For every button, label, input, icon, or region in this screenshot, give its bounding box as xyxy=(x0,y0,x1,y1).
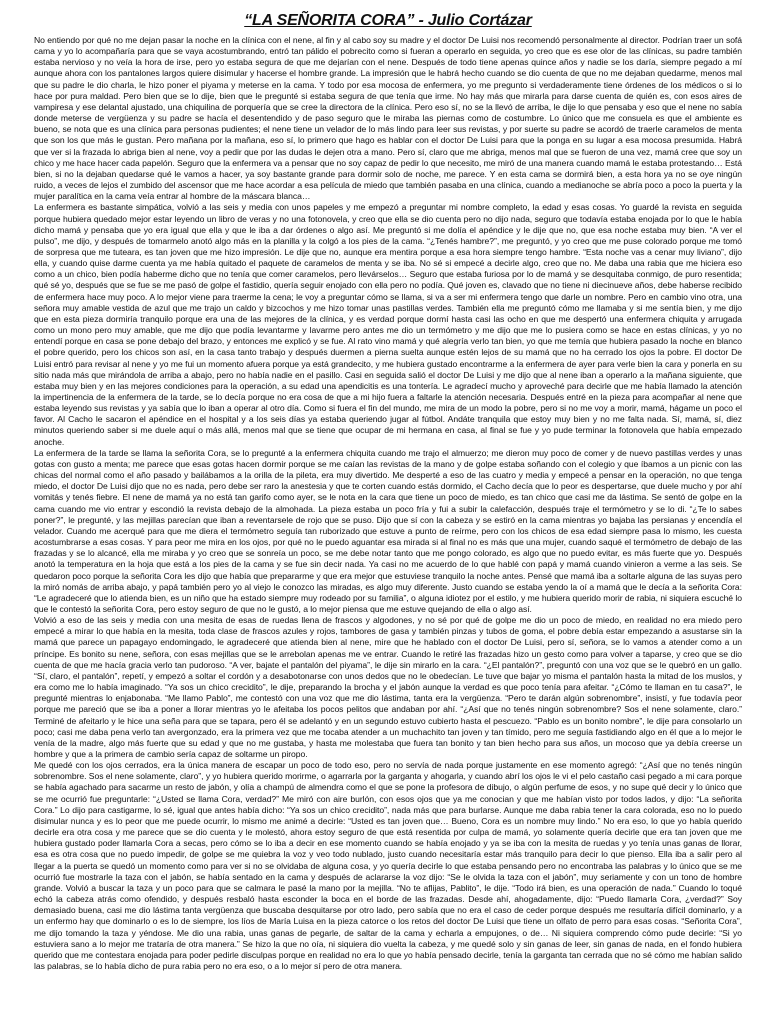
story-body xyxy=(34,35,742,972)
paragraph: La enfermera de la tarde se llama la señorita Cora, se lo pregunté a la enfermera chiquita cuando me trajo el almuerzo; me dieron muy poco de comer y de nuevo pastillas verdes y unas gotas con gusto a menta; me parece que esas gotas hacen dormir porque se me caían las revistas de la mano y de golpe estaba soñando con el colegio y que íbamos a un picnic con las chicas del normal como el año pasado y bailábamos a la orilla de la pileta, era muy divertido. Me desperté a eso de las cuatro y media y empecé a pensar en la operación, no que tenga miedo, el doctor De Luisi dijo que no es nada, pero debe ser raro la anestesia y que te corten cuando estás dormido, el Cacho decía que lo peor es despertarse, que duele mucho y por ahí vomitás y tenés fiebre. El nene de mamá ya no está tan garifo como ayer, se le nota en la cara que tiene un poco de miedo, es tan chico que casi me da lástima. Se sentó de golpe en la cama cuando me vio entrar y escondió la revista debajo de la almohada. La pieza estaba un poco fría y fui a subir la calefacción, después traje el termómetro y se lo di. “¿Te lo sabes poner?”, le pregunté, y las mejillas parecían que iban a reventarsele de rojo que se puso. Dijo que sí con la cabeza y se estiró en la cama mientras yo bajaba las persianas y encendía el velador. Cuando me acerqué para que me diera el termómetro seguía tan ruborizado que estuve a punto de reírme, pero con los chicos de esa edad siempre pasa lo mismo, les cuesta acostumbrarse a esas cosas. Y para peor me mira en los ojos, por qué no le puedo aguantar esa mirada si al final no es más que una mujer, cuando saqué el termómetro de debajo de las frazadas y se lo alcancé, ella me miraba y yo creo que se sonreía un poco, se me debe notar tanto que me pongo colorado, es algo que no puedo evitar, es más fuerte que yo. Después anotó la temperatura en la hoja que está a los pies de la cama y se fue sin decir nada. Ya casi no me acuerdo de lo que hablé con papá y mamá cuando vinieron a verme a las seis. Se quedaron poco porque la señorita Cora les dijo que había que prepararme y que era mejor que estuviese tranquilo la noche antes. Pensé que mamá iba a soltarle alguna de las suyas pero la miró nomás de arriba abajo, y papá también pero yo al viejo le conozco las miradas, es algo muy diferente. Justo cuando se estaba yendo la oí a mamá que le decía a la señorita Cora: “Le agradeceré que lo atienda bien, es un niño que ha estado siempre muy rodeado por su familia”, o alguna idiotez por el estilo, y me hubiera querido morir de rabia, ni siquiera escuché lo que le contestó la señorita Cora, pero estoy seguro de que no le gustó, a lo mejor piensa que me estuve quejando de ella o algo así. xyxy=(34,447,742,614)
document-title: “LA SEÑORITA CORA” - Julio Cortázar xyxy=(244,12,532,29)
paragraph: No entiendo por qué no me dejan pasar la noche en la clínica con el nene, al fin y al cabo soy su madre y el doctor De Luisi nos recomendó personalmente al director. Podrían traer un sofá cama y yo lo acompañaría para que se vaya acostumbrando, entró tan pálido el pobrecito como si fueran a operarlo en seguida, yo creo que es ese olor de las clínicas, su padre también estaba nervioso y no veía la hora de irse, pero yo estaba segura de que me dejarían con el nene. Después de todo tiene apenas quince años y nadie se los daría, siempre pegado a mí aunque ahora con los pantalones largos quiere disimular y hacerse el hombre grande. La impresión que le habrá hecho cuando se dio cuenta de que no me dejaban quedarme, menos mal que su padre le dio charla, le hizo poner el piyama y meterse en la cama. Y todo por esa mocosa de enfermera, yo me pregunto si verdaderamente tiene órdenes de los médicos o si lo hace por pura maldad. Pero bien que se lo dije, bien que le pregunté si estaba segura de que tenía que irme. No hay más que mirarla para darse cuenta de quién es, con esos aires de vampiresa y ese delantal ajustado, una chiquilina de porquería que se cree la directora de la clínica. Pero eso sí, no se la llevó de arriba, le dije lo que pensaba y eso que el nene no sabía donde meterse de vergüenza y su padre se hacía el desentendido y de paso seguro que le miraba las piernas como de costumbre. Lo único que me consuela es que el ambiente es bueno, se nota que es una clínica para personas pudientes; el nene tiene un velador de lo más lindo para leer sus revistas, y por suerte su padre se acordó de traerle caramelos de menta que son los que más le gustan. Pero mañana por la mañana, eso sí, lo primero que hago es hablar con el doctor De Luisi para que la ponga en su lugar a esa mocosa presumida. Habrá que ver si la frazada lo abriga bien al nene, voy a pedir que por las dudas le dejen otra a mano. Pero sí, claro que me abriga, menos mal que se fueron de una vez, mamá cree que soy un chico y me hace hacer cada papelón. Seguro que la enfermera va a pensar que no soy capaz de pedir lo que necesito, me miró de una manera cuando mamá le estaba protestando… Está bien, si no la dejaban quedarse qué le vamos a hacer, ya soy bastante grande para dormir solo de noche, me parece. Y en esta cama se dormirá bien, a esta hora ya no se oye ningún ruido, a veces de lejos el zumbido del ascensor que me hace acordar a esa película de miedo que también pasaba en una clínica, cuando a medianoche se abría poco a poco la puerta y la mujer paralítica en la cama veía entrar al hombre de la máscara blanca… xyxy=(34,35,742,202)
paragraph: La enfermera es bastante simpática, volvió a las seis y media con unos papeles y me empezó a preguntar mi nombre completo, la edad y esas cosas. Yo guardé la revista en seguida porque hubiera quedado mejor estar leyendo un libro de veras y no una fotonovela, y creo que ella se dio cuenta pero no dijo nada, seguro que todavía estaba enojada por lo que le había dicho mamá y pensaba que yo era igual que ella y que le iba a dar órdenes o algo así. Me preguntó si me dolía el apéndice y le dije que no, que esa noche estaba muy bien. “A ver el pulso”, me dijo, y después de tomarmelo anotó algo más en la planilla y la colgó a los pies de la cama. “¿Tenés hambre?”, me preguntó, y yo creo que me puse colorado porque me tomó de sorpresa que me tuteara, es tan joven que me hizo impresión. Le dije que no, aunque era mentira porque a esa hora siempre tengo hambre. “Esta noche vas a cenar muy liviano”, dijo ella, y cuando quise darme cuenta ya me había quitado el paquete de caramelos de menta y se iba. No sé si empecé a decirle algo, creo que no. Me daba una rabia que me hiciera eso como a un chico, bien podía haberme dicho que no tenía que comer caramelos, pero llevárselos… Seguro que estaba furiosa por lo de mamá y se desquitaba conmigo, de puro resentida; qué sé yo, después que se fue se me pasó de golpe el fastidio, quería seguir enojado con ella pero no podía. Qué joven es, clavado que no tiene ni diecinueve años, debe haberse recibido de enfermera hace muy poco. A lo mejor viene para traerme la cena; le voy a preguntar cómo se llama, si va a ser mi enfermera tengo que darle un nombre. Pero en cambio vino otra, una señora muy amable vestida de azul que me trajo un caldo y bizcochos y me hizo tomar unas pastillas verdes. También ella me preguntó cómo me llamaba y si me sentía bien, y me dijo que en esta pieza dormiría tranquilo porque era una de las mejores de la clínica, y es verdad porque dormí hasta casi las ocho en que me despertó una enfermera chiquita y arrugada como un mono pero muy amable, que me dijo que podía levantarme y lavarme pero antes me dio un termómetro y me dijo que me lo pusiera como se hace en estas clínicas, y yo no entendí porque en casa se pone debajo del brazo, y entonces me explicó y se fue. Al rato vino mamá y qué alegría verlo tan bien, yo que me temía que hubiera pasado la noche en blanco el pobre querido, pero los chicos son así, en la casa tanto trabajo y después duermen a pierna suelta aunque estén lejos de su mamá que no ha cerrado los ojos la pobre. El doctor De Luisi entró para revisar al nene y yo me fui un momento afuera porque ya está grandecito, y me hubiera gustado encontrarme a la enfermera de ayer para verle bien la cara y ponerla en su sitio nada más que mirándola de arriba a abajo, pero no había nadie en el pasillo. Casi en seguida salió el doctor De Luisi y me dijo que al nene iban a operarlo a la mañana siguiente, que estaba muy bien y en las mejores condiciones para la operación, a su edad una apendicitis es una tontería. Le agradecí mucho y aproveché para decirle que me había llamado la atención la impertinencia de la enfermera de la tarde, se lo decía porque no era cosa de que a mi hijo fuera a faltarle la atención necesaria. Después entré en la pieza para acompañar al nene que estaba leyendo sus revistas y ya sabía que lo iban a operar al otro día. Como si fuera el fin del mundo, me mira de un modo la pobre, pero si no me voy a morir, mamá, hágame un poco el favor. Al Cacho le sacaron el apéndice en el hospital y a los seis días ya estaba queriendo jugar al fútbol. Andáte tranquila que estoy muy bien y no me falta nada. Sí, mamá, sí, diez minutos queriendo saber si me duele aquí o más allá, menos mal que se tiene que ocupar de mi hermana en casa, al final se fue y yo pude terminar la fotonovela que había empezado anoche. xyxy=(34,202,742,447)
paragraph: Me quedé con los ojos cerrados, era la única manera de escapar un poco de todo eso, pero no servía de nada porque justamente en ese momento agregó: “¿Así que no tenés ningún sobrenombre. Sos el nene solamente, claro”, y yo hubiera querido morirme, o agarrarla por la garganta y ahogarla, y cuando abrí los ojos le vi el pelo castaño casi pegado a mi cara porque se había agachado para sacarme un resto de jabón, y olía a champú de almendra como el que se pone la profesora de dibujo, o algún perfume de esos, y no supe qué decir y lo único que se me ocurrió fue preguntarle: “¿Usted se llama Cora, verdad?” Me miró con aire burlón, con esos ojos que ya me conocian y que me habían visto por todos lados, y dijo: “La señorita Cora.” Lo dijo para castigarme, lo sé, igual que antes había dicho: “Ya sos un chico crecidito”, nada más que para burlarse. Aunque me daba rabia tener la cara colorada, eso no lo puedo disimular nunca y es lo peor que me puede ocurrir, lo mismo me animé a decirle: “Usted es tan joven que… Bueno, Cora es un nombre muy lindo.” No era eso, lo que yo había querido decirle era otra cosa y me parece que se dio cuenta y le molestó, ahora estoy seguro de que está resentida por culpa de mamá, yo solamente quería decirle que era tan joven que me hubiera gustado poder llamarla Cora a secas, pero cómo se lo iba a decir en ese momento cuando se había enojado y ya se iba con la mesita de ruedas y yo tenía unas ganas de llorar, esa es otra cosa que no puedo impedir, de golpe se me quiebra la voz y veo todo nublado, justo cuando necesitaría estar más tranquilo para decir lo que pienso. Ella iba a salir pero al llegar a la puerta se quedó un momento como para ver si no se olvidaba de alguna cosa, y yo quería decirle lo que estaba pensando pero no encontraba las palabras y lo único que se me ocurrió fue mostrarle la taza con el jabón, se había sentado en la cama y después de aclararse la voz dijo: “Se le olvida la taza con el jabón”, muy seriamente y con un tono de hombre grande. Volvió a buscar la taza y un poco para que se calmara le pasé la mano por la mejilla. “No te aflijas, Pablito”, le dije. “Todo irá bien, es una operación de nada.” Cuando lo toqué echó la cabeza atrás como ofendido, y después resbaló hasta esconder la boca en el borde de las frazadas. Desde ahí, ahogadamente, dijo: “Puedo llamarla Cora, ¿verdad?” Soy demasiado buena, casi me dio lástima tanta vergüenza que buscaba desquitarse por otro lado, pero sabía que no era el caso de ceder porque después me resultaría difícil dominarlo, y a un enfermo hay que dominarlo o es lo de siempre, los líos de María Luisa en la pieza catorce o los retos del doctor De Luisi que tiene un olfato de perro para esas cosas. “Señorita Cora”, me dijo tomando la taza y yéndose. Me dio una rabia, unas ganas de pegarle, de saltar de la cama y echarla a empujones, o de… Ni siquiera comprendo cómo pude decirle: “Si yo estuviera sano a lo mejor me trataría de otra manera.” Se hizo la que no oía, ni siquiera dio vuelta la cabeza, y me quedé solo y sin ganas de leer, sin ganas de nada, en el fondo hubiera querido que me contestara enojada para poder pedirle disculpas porque en realidad no era lo que yo había pensado decirle, tenía la garganta tan cerrada que no sé cómo me habían salido las palabras, se lo había dicho de pura rabia pero no era eso, o a lo mejor sí pero de otra manera. xyxy=(34,760,742,971)
paragraph: Volvió a eso de las seis y media con una mesita de esas de ruedas llena de frascos y algodones, y no sé por qué de golpe me dio un poco de miedo, en realidad no era miedo pero empecé a mirar lo que había en la mesita, toda clase de frascos azules y rojos, tambores de gasa y también pinzas y tubos de goma, el pobre debía estar empezando a asustarse sin la mamá que parece un papagayo endomingado, le agradeceré que atienda bien al nene, mire que he hablado con el doctor De Luisi, pero sí, señora, se lo vamos a atender como a un príncipe. Es bonito su nene, señora, con esas mejillas que se le arrebolan apenas me ve entrar. Cuando le retiré las frazadas hizo un gesto como para volver a taparse, y creo que se dio cuenta de que me hacía gracia verlo tan pudoroso. “A ver, bajate el pantalón del piyama”, le dije sin mirarlo en la cara. “¿El pantalón?”, preguntó con una voz que se le quebró en un gallo. “Sí, claro, el pantalón”, repetí, y empezó a soltar el cordón y a desabotonarse con unos dedos que no le obedecían. Le tuve que bajar yo misma el pantalón hasta la mitad de los muslos, y era como me lo había imaginado. “Ya sos un chico crecidito”, le dije, preparando la brocha y el jabón aunque la verdad es que poco tenía para afeitar. “¿Cómo te llaman en tu casa?”, le pregunté mientras lo enjabonaba. “Me llamo Pablo”, me contestó con una voz que me dio lástima, tanta era la vergüenza. “Pero te darán algún sobrenombre”, insistí, y fue todavía peor porque me pareció que se iba a poner a llorar mientras yo le afeitaba los pocos pelitos que andaban por ahí. “¿Así que no tenés ningún sobrenombre? Sos el nene solamente, claro.” Terminé de afeitarlo y le hice una seña para que se tapara, pero él se adelantó y en un segundo estuvo cubierto hasta el pescuezo. “Pablo es un bonito nombre”, le dije para consolarlo un poco; casi me daba pena verlo tan avergonzado, era la primera vez que me tocaba atender a un muchachito tan joven y tan tímido, pero me seguía fastidiando algo en él que a lo mejor le venía de la madre, algo más fuerte que su edad y que no me gustaba, y hasta me molestaba que fuera tan bonito y tan bien hecho para sus años, un mocoso que ya debía creerse un hombre y que a la primera de cambio sería capaz de soltarme un piropo. xyxy=(34,615,742,759)
